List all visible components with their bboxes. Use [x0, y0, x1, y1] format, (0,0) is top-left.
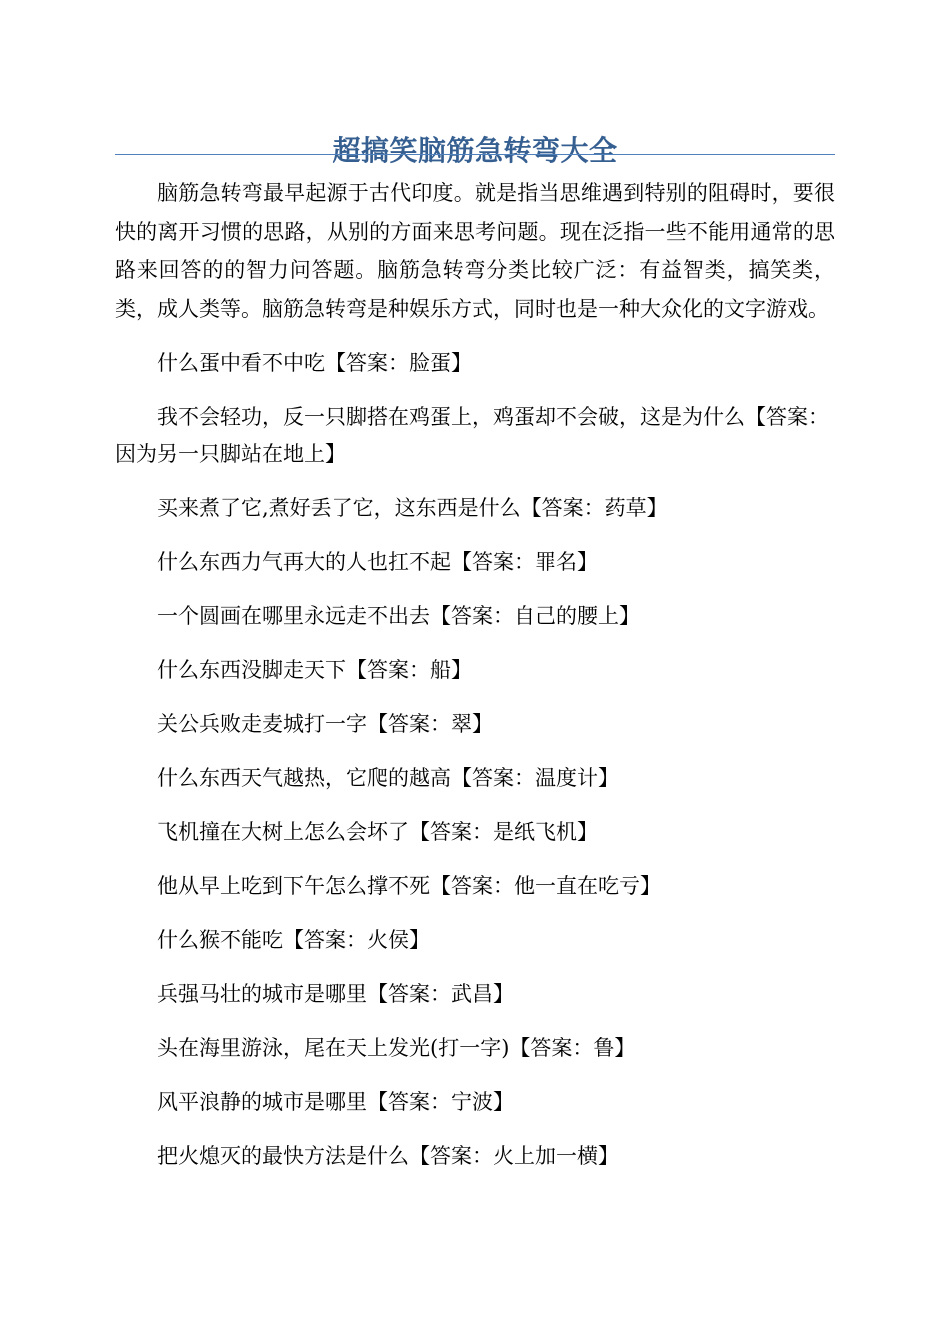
riddle-item: 什么蛋中看不中吃【答案：脸蛋】 — [157, 351, 472, 375]
title-underline — [115, 154, 835, 155]
riddle-list — [115, 345, 835, 1175]
riddle-item: 把火熄灭的最快方法是什么【答案：火上加一横】 — [157, 1144, 619, 1168]
riddle-item: 头在海里游泳，尾在天上发光(打一字)【答案：鲁】 — [157, 1036, 636, 1060]
riddle-item: 什么东西天气越热，它爬的越高【答案：温度计】 — [157, 766, 619, 790]
riddle-item: 风平浪静的城市是哪里【答案：宁波】 — [157, 1090, 514, 1114]
riddle-item: 什么东西没脚走天下【答案：船】 — [157, 658, 472, 682]
riddle-item: 一个圆画在哪里永远走不出去【答案：自己的腰上】 — [157, 604, 640, 628]
page-title: 超搞笑脑筋急转弯大全 — [332, 133, 618, 167]
riddle-item: 飞机撞在大树上怎么会坏了【答案：是纸飞机】 — [157, 820, 598, 844]
riddle-item: 他从早上吃到下午怎么撑不死【答案：他一直在吃亏】 — [157, 874, 661, 898]
riddle-item: 关公兵败走麦城打一字【答案：翠】 — [157, 712, 493, 736]
riddle-item: 买来煮了它,煮好丢了它，这东西是什么【答案：药草】 — [157, 496, 668, 520]
riddle-item: 兵强马壮的城市是哪里【答案：武昌】 — [157, 982, 514, 1006]
intro-paragraph: 脑筋急转弯最早起源于古代印度。就是指当思维遇到特别的阻碍时，要很快的离开习惯的思路，从别的方面来思考问题。现在泛指一些不能用通常的思路来回答的的智力问答题。脑筋急转弯分类比较广泛：有益智类，搞笑类，类，成人类等。脑筋急转弯是种娱乐方式，同时也是一种大众化的文字游戏。 — [115, 181, 835, 321]
riddle-item: 什么东西力气再大的人也扛不起【答案：罪名】 — [157, 550, 598, 574]
riddle-item: 什么猴不能吃【答案：火侯】 — [157, 928, 430, 952]
riddle-item: 我不会轻功，反一只脚搭在鸡蛋上，鸡蛋却不会破，这是为什么【答案：因为另一只脚站在地上】 — [115, 405, 829, 466]
document-body — [115, 174, 835, 1192]
